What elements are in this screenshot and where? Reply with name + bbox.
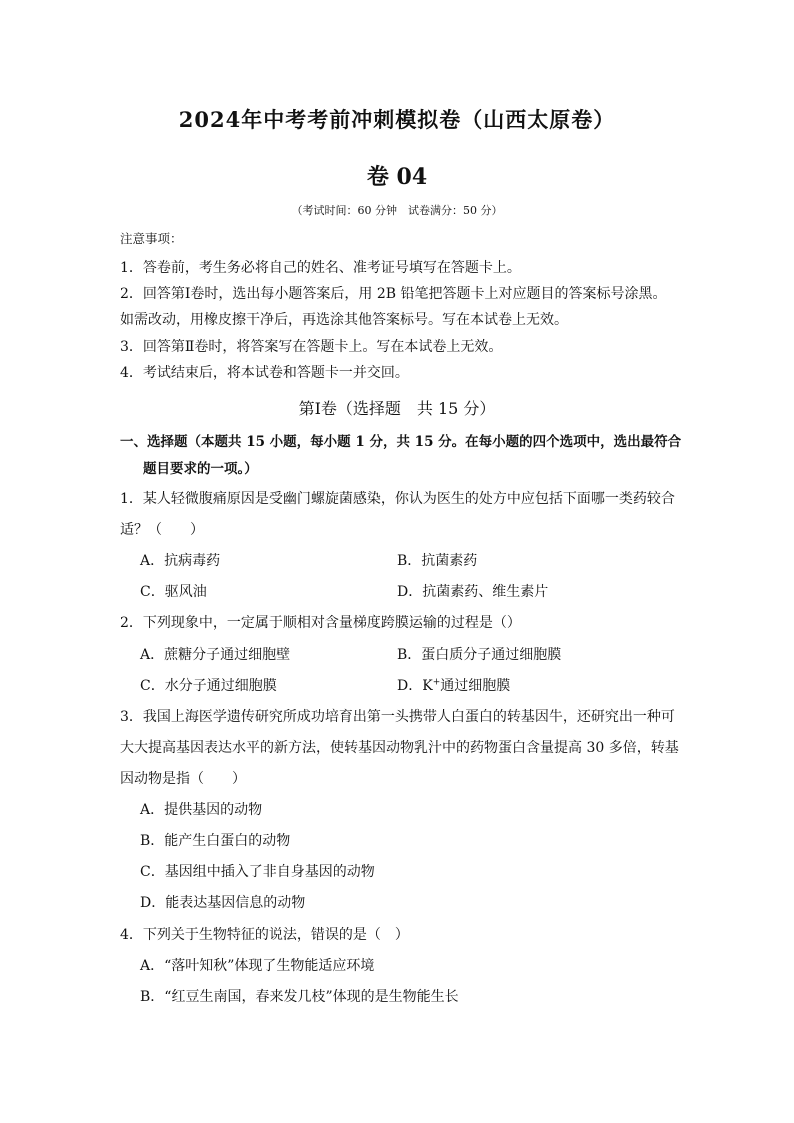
notes-heading: 注意事项：: [120, 231, 183, 246]
section-instruction-line2: 题目要求的一项。）: [143, 461, 258, 477]
section-instruction: [120, 430, 681, 450]
question-3-stem: 3．我国上海医学遗传研究所成功培育出第一头携带人白蛋白的转基因牛，还研究出一种可: [120, 709, 675, 725]
note-item: 2．回答第Ⅰ卷时，选出每小题答案后，用 2B 铅笔把答题卡上对应题目的答案标号涂黑。: [120, 286, 667, 302]
note-item: 1．答卷前，考生务必将自己的姓名、准考证号填写在答题卡上。: [120, 260, 521, 276]
question-3-option-d: D．能表达基因信息的动物: [140, 895, 306, 911]
question-4-stem: 4．下列关于生物特征的说法，错误的是（ ）: [120, 927, 409, 943]
question-2-option-c: C．水分子通过细胞膜: [140, 678, 277, 694]
exam-meta: （考试时间：60 分钟 试卷满分：50 分）: [291, 204, 503, 217]
question-1-stem: 1．某人轻微腹痛原因是受幽门螺旋菌感染，你认为医生的处方中应包括下面哪一类药较合: [120, 491, 675, 507]
question-1-stem-cont: 适？（ ）: [120, 522, 204, 538]
question-2-option-d-sup: +: [432, 677, 441, 688]
question-4-option-b: B．“红豆生南国，春来发几枝”体现的是生物能生长: [140, 989, 459, 1005]
question-2-option-b: B．蛋白质分子通过细胞膜: [397, 647, 562, 663]
question-4-option-a: A．“落叶知秋”体现了生物能适应环境: [140, 958, 375, 974]
section-instruction-prefix: 一、选择题: [120, 434, 188, 450]
question-3-stem-cont: 大大提高基因表达水平的新方法，使转基因动物乳汁中的药物蛋白含量提高 30 多倍，转基: [120, 740, 679, 756]
question-3-stem-cont: 因动物是指（ ）: [120, 771, 246, 787]
question-2-option-d-post: 通过细胞膜: [440, 678, 511, 694]
question-2-option-d: [397, 675, 510, 695]
question-2-option-a: A．蔗糖分子通过细胞壁: [140, 647, 291, 663]
note-item: 3．回答第Ⅱ卷时，将答案写在答题卡上。写在本试卷上无效。: [120, 339, 503, 355]
question-1-option-b: B．抗菌素药: [397, 553, 478, 569]
note-item: 如需改动，用橡皮擦干净后，再选涂其他答案标号。写在本试卷上无效。: [120, 312, 568, 328]
question-1-option-c: C．驱风油: [140, 584, 207, 600]
exam-subtitle: 卷 04: [366, 164, 428, 190]
question-1-option-a: A．抗病毒药: [140, 553, 221, 569]
question-3-option-a: A．提供基因的动物: [140, 802, 263, 818]
question-2-option-d-pre: D．K: [397, 678, 433, 694]
section-instruction-line1: （本题共 15 小题，每小题 1 分，共 15 分。在每小题的四个选项中，选出最符合: [187, 434, 682, 450]
exam-title: 2024年中考考前冲刺模拟卷（山西太原卷）: [178, 107, 616, 132]
question-2-stem: 2．下列现象中，一定属于顺相对含量梯度跨膜运输的过程是（）: [120, 615, 521, 631]
section-title: 第Ⅰ卷（选择题 共 15 分）: [298, 399, 496, 418]
note-item: 4．考试结束后，将本试卷和答题卡一并交回。: [120, 365, 409, 381]
question-1-option-d: D．抗菌素药、维生素片: [397, 584, 549, 600]
question-3-option-c: C．基因组中插入了非自身基因的动物: [140, 864, 375, 880]
question-3-option-b: B．能产生白蛋白的动物: [140, 833, 291, 849]
